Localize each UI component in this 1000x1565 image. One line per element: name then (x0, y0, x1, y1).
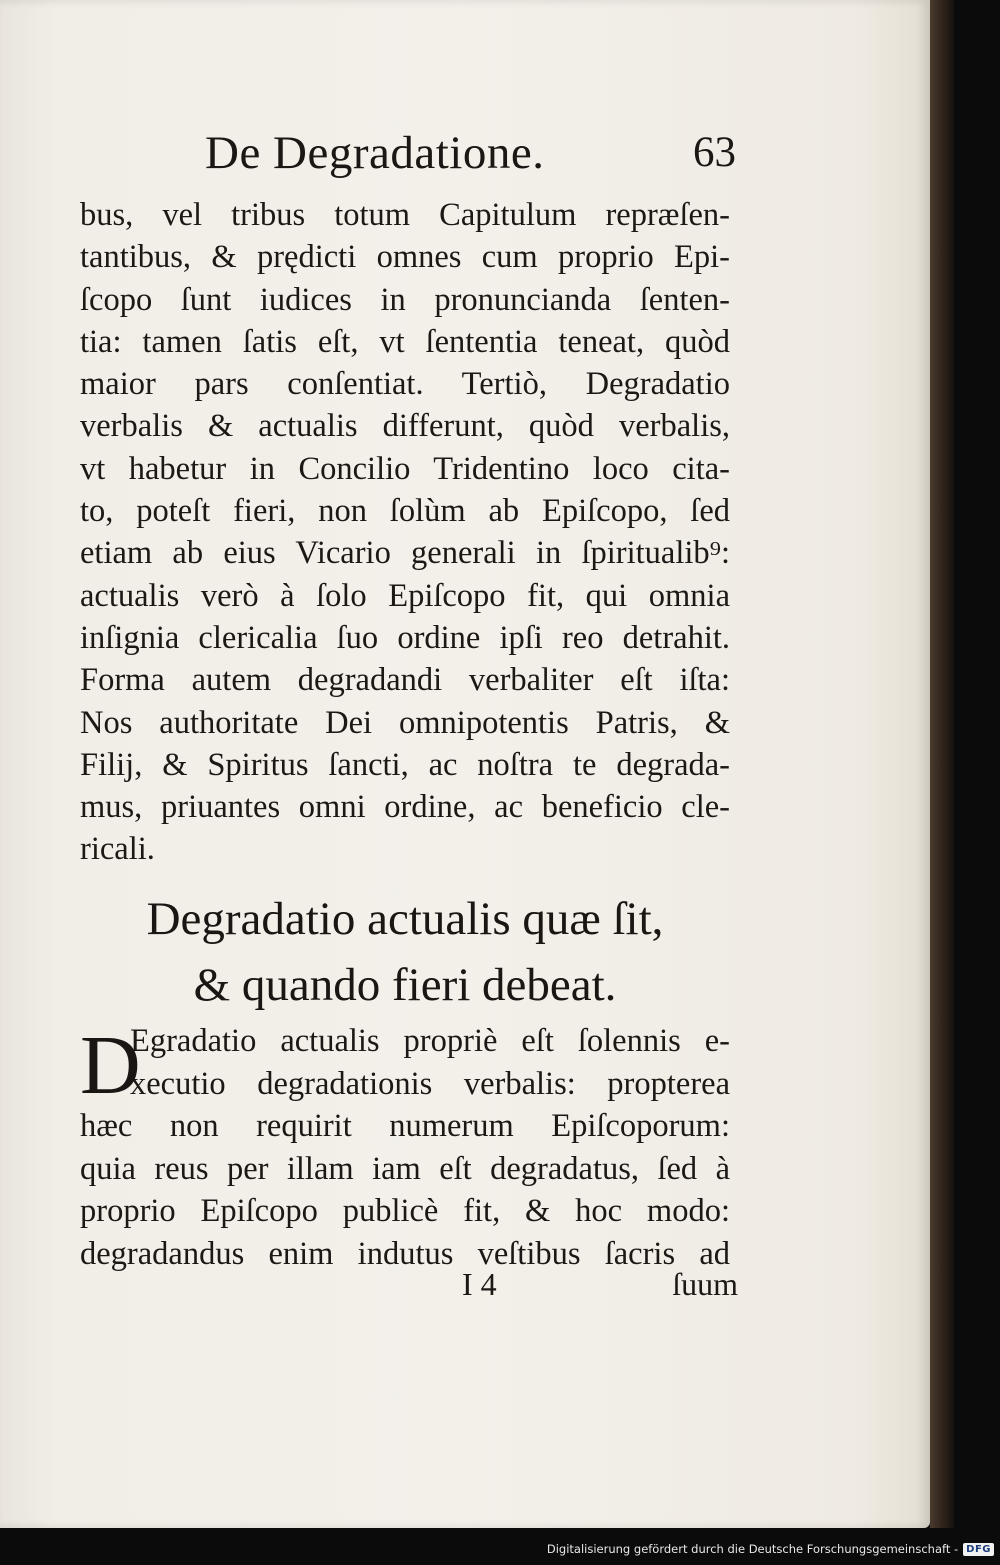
text-line: bus, vel tribus totum Capitulum repræſen- (80, 197, 730, 233)
body-text (80, 194, 730, 871)
text-line: proprio Epiſcopo publicè fit, & hoc modo: (80, 1193, 730, 1229)
text-line: Egradatio actualis propriè eſt ſolennis e- (130, 1023, 730, 1059)
text-line: ricali. (80, 831, 155, 868)
text-line: mus, priuantes omni ordine, ac beneficio cle- (80, 789, 730, 826)
catchword: ſuum (672, 1266, 738, 1302)
text-line: inſignia clericalia ſuo ordine ipſi reo detrahit. (80, 619, 730, 656)
book-page-edge (930, 0, 954, 1528)
text-line: maior pars conſentiat. Tertiò, Degradatio (80, 366, 730, 403)
drop-cap: D (80, 1019, 141, 1112)
text-line: verbalis & actualis differunt, quòd verbalis, (80, 408, 730, 445)
text-line: actualis verò à ſolo Epiſcopo fit, qui omnia (80, 577, 730, 614)
text-line: ſcopo ſunt iudices in pronuncianda ſenten- (80, 281, 730, 318)
page-number: 63 (693, 129, 736, 176)
text-line: Nos authoritate Dei omnipotentis Patris, & (80, 704, 730, 741)
section-text (80, 1020, 730, 1275)
running-head (80, 126, 740, 186)
catch-line (80, 1266, 740, 1310)
text-line: degradandus enim indutus veſtibus ſacris ad (80, 1235, 730, 1272)
text-line: Forma autem degradandi verbaliter eſt iſta: (80, 662, 730, 699)
text-line: quia reus per illam iam eſt degradatus, ſed à (80, 1150, 730, 1187)
section-heading-line: & quando fieri debeat. (193, 959, 617, 1011)
text-line: etiam ab eius Vicario generali in ſpiritualib⁹: (80, 535, 730, 572)
text-line: hæc non requirit numerum Epiſcoporum: (80, 1108, 730, 1144)
section-heading (80, 886, 730, 1018)
signature-mark: I 4 (462, 1266, 497, 1302)
text-line: vt habetur in Concilio Tridentino loco cita- (80, 450, 730, 487)
text-line: tia: tamen ſatis eſt, vt ſententia teneat, quòd (80, 323, 730, 360)
text-line: tantibus, & prędicti omnes cum proprio Epi- (80, 239, 730, 276)
footer-credit: Digitalisierung gefördert durch die Deutsche Forschungsgemeinschaft - (546, 1542, 959, 1556)
dfg-logo-icon: DFG (963, 1543, 994, 1556)
running-title: De Degradatione. (205, 127, 545, 179)
text-line: xecutio degradationis verbalis: propterea (130, 1065, 730, 1102)
digitization-footer (547, 1537, 994, 1561)
text-line: Filij, & Spiritus ſancti, ac noſtra te degrada- (80, 746, 730, 783)
section-heading-line: Degradatio actualis quæ ſit, (146, 893, 664, 945)
text-line: to, poteſt fieri, non ſolùm ab Epiſcopo, ſed (80, 493, 730, 530)
